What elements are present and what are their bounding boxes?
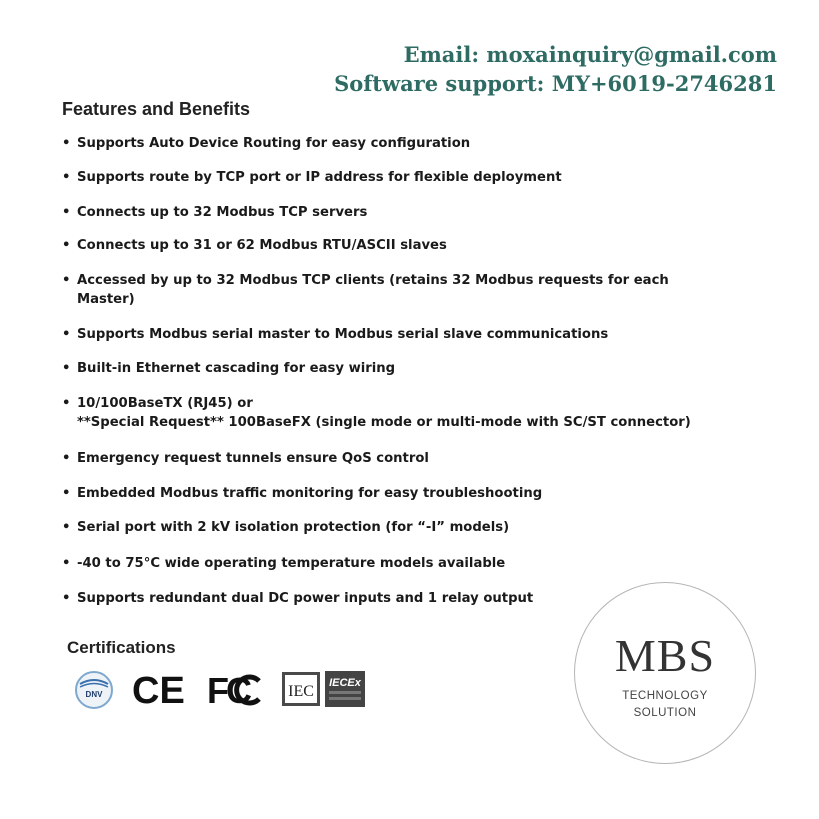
feature-item: • Supports Auto Device Routing for easy configuration <box>62 136 471 151</box>
feature-item-continuation: **Special Request** 100BaseFX (single mode or multi-mode with SC/ST connector) <box>77 415 691 430</box>
feature-item: • Connects up to 32 Modbus TCP servers <box>62 205 368 220</box>
feature-item-continuation: Master) <box>77 292 135 307</box>
ce-mark <box>132 672 188 708</box>
feature-item: • Emergency request tunnels ensure QoS control <box>62 451 429 466</box>
feature-item: • Embedded Modbus traffic monitoring for easy troubleshooting <box>62 486 543 501</box>
seal-brand: MBS <box>614 630 716 681</box>
contact-block <box>334 40 777 98</box>
iec-logo <box>282 672 320 706</box>
feature-item: • Serial port with 2 kV isolation protection (for “-I” models) <box>62 520 510 535</box>
contact-email: Email: moxainquiry@gmail.com <box>403 42 777 67</box>
iecex-logo <box>325 671 365 707</box>
fcc-logo <box>207 672 263 708</box>
features-title: Features and Benefits <box>62 99 251 119</box>
seal-line-solution: SOLUTION <box>633 707 697 719</box>
feature-item: • Supports route by TCP port or IP address for flexible deployment <box>62 170 562 185</box>
feature-item: • Supports Modbus serial master to Modbus serial slave communications <box>62 327 609 342</box>
feature-item: • Connects up to 31 or 62 Modbus RTU/ASCII slaves <box>62 238 447 253</box>
dnv-logo <box>72 670 116 710</box>
contact-software-support: Software support: MY+6019-2746281 <box>334 71 777 96</box>
mbs-seal <box>574 582 756 764</box>
seal-line-technology: TECHNOLOGY <box>622 690 708 702</box>
svg-text:DNV: DNV <box>85 690 103 699</box>
certifications-title: Certifications <box>67 638 176 657</box>
svg-text:IECEx: IECEx <box>329 677 361 689</box>
feature-item: • Supports redundant dual DC power inputs and 1 relay output <box>62 591 534 606</box>
svg-text:FC: FC <box>207 672 249 708</box>
feature-item: • -40 to 75°C wide operating temperature models available <box>62 556 506 571</box>
feature-item: • Accessed by up to 32 Modbus TCP clients (retains 32 Modbus requests for each <box>62 273 669 288</box>
feature-item: • Built-in Ethernet cascading for easy wiring <box>62 361 396 376</box>
svg-text:IEC: IEC <box>288 683 314 700</box>
feature-item: • 10/100BaseTX (RJ45) or <box>62 396 253 411</box>
svg-text:CE: CE <box>132 672 185 708</box>
